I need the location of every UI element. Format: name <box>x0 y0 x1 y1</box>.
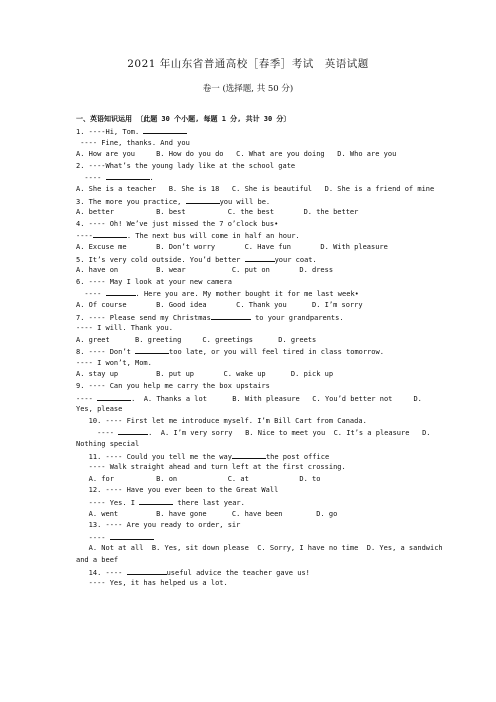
question-line <box>76 404 450 416</box>
answer-blank <box>106 172 150 180</box>
line-text: A. better B. best C. the best D. the better <box>76 208 359 217</box>
line-text: 3. The more you practice, <box>76 197 186 206</box>
line-text: A. Not at all B. Yes, sit down please C. Sorry, I have no time D. Yes, a sandwich <box>76 544 443 553</box>
line-text: A. She is a teacher B. She is 18 C. She is beautiful D. She is a friend of mine <box>76 184 435 193</box>
line-text: A. greet B. greeting C. greetings D. greets <box>76 335 317 344</box>
question-line <box>76 439 450 451</box>
line-text: 10. ---- First let me introduce myself. I’m Bill Cart from Canada. <box>76 416 367 425</box>
answer-blank <box>110 532 154 540</box>
line-text: and a beef <box>76 555 119 564</box>
line-text: 4. ---- Oh! We’ve just missed the 7 o’clock bus• <box>76 219 279 228</box>
line-text-after-blank: your coat. <box>274 255 317 264</box>
question-line <box>76 381 450 393</box>
line-text: A. How are you B. How do you do C. What are you doing D. Who are you <box>76 150 397 159</box>
line-text-after-blank: . The next bus will come in half an hour. <box>126 232 300 241</box>
question-line <box>76 196 450 208</box>
question-line <box>76 230 450 242</box>
line-text-after-blank: too late, or you will feel tired in class tomorrow. <box>169 348 384 357</box>
question-line <box>76 485 450 497</box>
question-line <box>76 520 450 532</box>
line-text: 6. ---- May I look at your new camera <box>76 277 232 286</box>
question-line <box>76 474 450 486</box>
line-text-after-blank: . Here you are. My mother bought it for me last week• <box>135 290 359 299</box>
answer-blank <box>232 451 266 459</box>
answer-blank <box>127 567 167 575</box>
line-text: ---- <box>76 232 93 241</box>
line-text: Yes, please <box>76 405 123 414</box>
question-line <box>76 138 450 150</box>
line-text: 2. ----What’s the young lady like at the school gate <box>76 161 296 170</box>
line-text: ---- Yes, it has helped us a lot. <box>76 579 228 588</box>
line-text: 12. ---- Have you ever been to the Great Wall <box>76 486 279 495</box>
line-text: ---- <box>76 290 106 299</box>
question-line <box>76 207 450 219</box>
line-text: ---- <box>76 533 110 542</box>
question-line <box>76 277 450 289</box>
line-text: A. for B. on C. at D. to <box>76 474 321 483</box>
question-line <box>76 555 450 567</box>
question-line <box>76 369 450 381</box>
question-line <box>76 184 450 196</box>
line-text: 11. ---- Could you tell me the way <box>76 452 232 461</box>
question-line <box>76 416 450 428</box>
line-text: 7. ---- Please send my Christmas <box>76 313 211 322</box>
question-line <box>76 288 450 300</box>
line-text: A. Excuse me B. Don’t worry C. Have fun D. With pleasure <box>76 242 388 251</box>
line-text: A. went B. have gone C. have been D. go <box>76 509 338 518</box>
line-text: 5. It’s very cold outside. You’d better <box>76 255 245 264</box>
question-line <box>76 567 450 579</box>
question-line <box>76 312 450 324</box>
question-line <box>76 427 450 439</box>
line-text-after-blank: the post office <box>265 452 330 461</box>
line-text: ---- I won’t, Mom. <box>76 358 152 367</box>
line-text-after-blank: . A. I’m very sorry B. Nice to meet you C. It’s a pleasure D. <box>148 429 431 438</box>
line-text-after-blank: to your grandparents. <box>250 313 344 322</box>
answer-blank <box>93 230 127 238</box>
line-text: ---- Walk straight ahead and turn left at the first crossing. <box>76 463 346 472</box>
line-text: ---- <box>76 174 106 183</box>
answer-blank <box>97 393 131 401</box>
question-line <box>76 578 450 590</box>
question-line <box>76 149 450 161</box>
line-text: 8. ---- Don’t <box>76 348 136 357</box>
question-line <box>76 509 450 521</box>
line-text: 9. ---- Can you help me carry the box upstairs <box>76 382 270 391</box>
answer-blank <box>143 126 187 134</box>
line-text: ---- I will. Thank you. <box>76 324 173 333</box>
question-line <box>76 543 450 555</box>
page-title: 2021 年山东省普通高校［春季］考试 英语试题 <box>127 58 369 70</box>
page-subtitle: 卷一 (选择题, 共 50 分) <box>202 84 294 94</box>
line-text-after-blank: there last year. <box>173 499 245 507</box>
question-line <box>76 242 450 254</box>
question-line <box>76 451 450 463</box>
question-line <box>76 497 450 509</box>
line-text-after-blank: useful advice the teacher gave us! <box>166 568 310 577</box>
line-text: ---- <box>76 429 119 438</box>
question-line <box>76 335 450 347</box>
line-text: Nothing special <box>76 440 140 449</box>
question-line <box>76 300 450 312</box>
question-line <box>76 393 450 405</box>
question-line <box>76 126 450 138</box>
line-text: 1. ----Hi, Tom. <box>76 128 144 136</box>
question-line <box>76 254 450 266</box>
line-text: A. Of course B. Good idea C. Thank you D. I’m sorry <box>76 300 363 309</box>
answer-blank <box>106 288 136 296</box>
question-line <box>76 532 450 544</box>
line-text-after-blank: . A. Thanks a lot B. With pleasure C. You’d better not D. <box>131 394 422 403</box>
question-line <box>76 462 450 474</box>
line-text-after-blank: . <box>149 174 154 183</box>
answer-blank <box>118 427 148 435</box>
section-heading: 一、英语知识运用 〔此题 30 个小题, 每题 1 分, 共计 30 分〕 <box>76 115 291 123</box>
line-text: ---- <box>76 394 98 403</box>
question-list <box>76 126 450 590</box>
line-text-after-blank: you will be. <box>219 197 271 206</box>
question-line <box>76 265 450 277</box>
answer-blank <box>135 346 169 354</box>
question-line <box>76 358 450 370</box>
line-text: 14. ---- <box>76 568 127 577</box>
line-text: ---- Yes. I <box>76 499 140 507</box>
answer-blank <box>245 254 275 262</box>
line-text: A. have on B. wear C. put on D. dress <box>76 266 334 275</box>
line-text: A. stay up B. put up C. wake up D. pick up <box>76 370 334 379</box>
question-line <box>76 323 450 335</box>
answer-blank <box>139 497 173 505</box>
line-text: ---- Fine, thanks. And you <box>76 138 190 147</box>
question-line <box>76 346 450 358</box>
answer-blank <box>186 196 220 204</box>
line-text: 13. ---- Are you ready to order, sir <box>76 521 241 530</box>
question-line <box>76 161 450 173</box>
answer-blank <box>211 312 251 320</box>
question-line <box>76 172 450 184</box>
question-line <box>76 219 450 231</box>
